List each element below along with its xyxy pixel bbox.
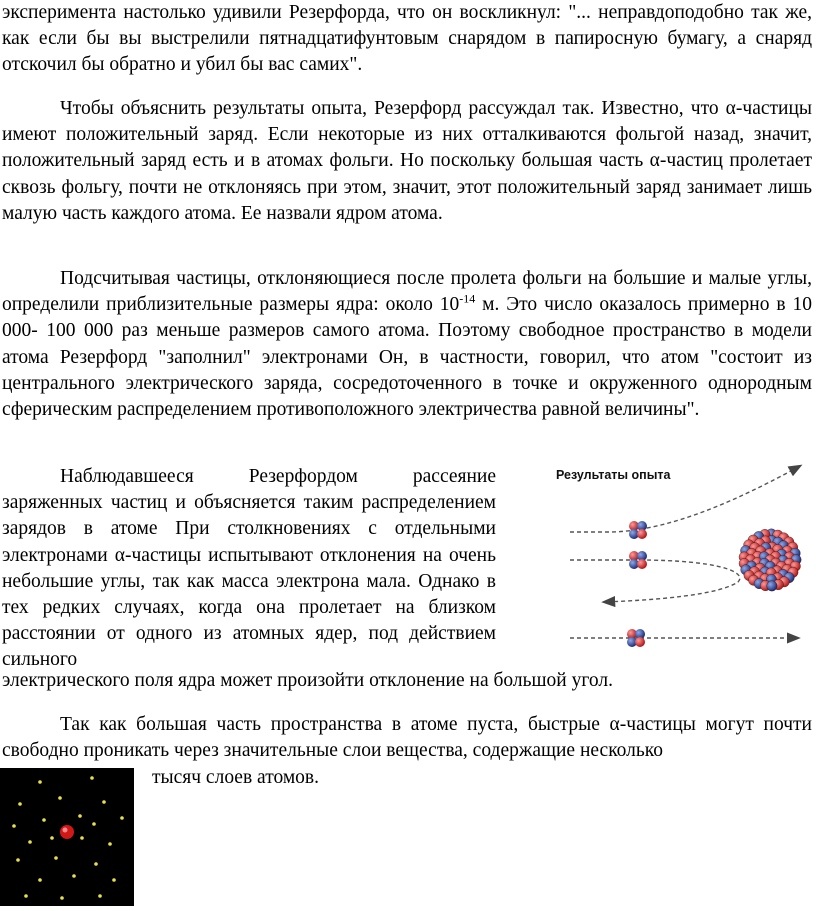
electron-dot [94, 862, 98, 866]
gold-nucleus [739, 529, 801, 591]
electron-dot [38, 878, 42, 882]
electron-dot [90, 776, 94, 780]
electron-dot [12, 824, 16, 828]
alpha-particle-2 [629, 551, 647, 569]
electron-dot [78, 814, 82, 818]
paragraph-scattering-end: электрического поля ядра может произойти отклонение на большой угол. [2, 670, 613, 691]
electron-dot [50, 836, 54, 840]
paragraph-scattering-wrapped: Наблюдавшееся Резерфордом рассеяние заряженных частиц и объясняется таким распределением зарядов в атоме При столкновениях с отдельными электронами α-частицы испытывают отклонения на очень небольшие углы, так как масса электрона мала. Однако в тех редких случаях, когда она пролетает на близком расстоянии от одного из атомных ядер, под действием сильного [2, 466, 496, 671]
electron-dot [92, 822, 96, 826]
paragraph-penetration-tail: тысяч слоев атомов. [152, 767, 320, 788]
electron-dot [80, 836, 84, 840]
electron-dot [18, 802, 22, 806]
electron-dot [98, 894, 102, 898]
figure-title: Результаты опыта [556, 468, 671, 482]
atom-model-drawing [0, 768, 134, 906]
electron-dot [38, 780, 42, 784]
electron-dot [54, 856, 58, 860]
paragraph-nucleus-size [2, 266, 812, 423]
paragraph-penetration: Так как большая часть пространства в атоме пуста, быстрые α-частицы могут почти свободно проникать через значительные слои вещества, содержащие несколько [2, 714, 812, 762]
nucleus-size-text-after: м. Это число оказалось примерно в 10 000- 100 000 раз меньше размеров самого атома. Поэтому свободное пространство в модели атома Резерфорд "заполнил" электронами Он, в частности, говорил, что атом "состоит из центрального электрического заряда, сосредоточенного в точке и окруженного однородным сферическим распределением противоположного электричества равной величины". [2, 294, 812, 421]
electron-dot [16, 858, 20, 862]
electron-dot [42, 818, 46, 822]
electron-dot [60, 896, 64, 900]
experiment-results-figure [548, 460, 810, 660]
scattering-diagram [548, 460, 810, 660]
electron-dot [24, 894, 28, 898]
paragraph-quote: эксперимента настолько удивили Резерфорда, что он воскликнул: "... неправдоподобно так же, как если бы вы выстрелили пятнадцатифунтовым снарядом в папиросную бумагу, а снаряд отскочил бы обратно и убил бы вас самих". [2, 2, 812, 76]
exponent: -14 [459, 291, 476, 306]
electron-dot [108, 842, 112, 846]
electron-dot [120, 816, 124, 820]
electron-dot [28, 840, 32, 844]
electron-dot [72, 874, 76, 878]
nucleus-dot [60, 825, 74, 839]
atom-model-image [0, 768, 134, 906]
paragraph-explanation: Чтобы объяснить результаты опыта, Резерфорд рассуждал так. Известно, что α-частицы имеют положительный заряд. Если некоторые из них отталкиваются фольгой назад, значит, положительный заряд есть и в атомах фольги. Но поскольку большая часть α-частиц пролетает сквозь фольгу, почти не отклоняясь при этом, значит, этот положительный заряд занимает лишь малую часть каждого атома. Ее назвали ядром атома. [2, 98, 812, 224]
electron-dot [112, 878, 116, 882]
electron-dot [58, 796, 62, 800]
nucleus-size-text-before: Подсчитывая частицы, отклоняющиеся после пролета фольги на большие и малые углы, определили приблизительные размеры ядра: около 10 [2, 268, 812, 316]
electron-dot [102, 800, 106, 804]
alpha-particle-1 [629, 521, 647, 539]
reflected-path [570, 560, 740, 602]
